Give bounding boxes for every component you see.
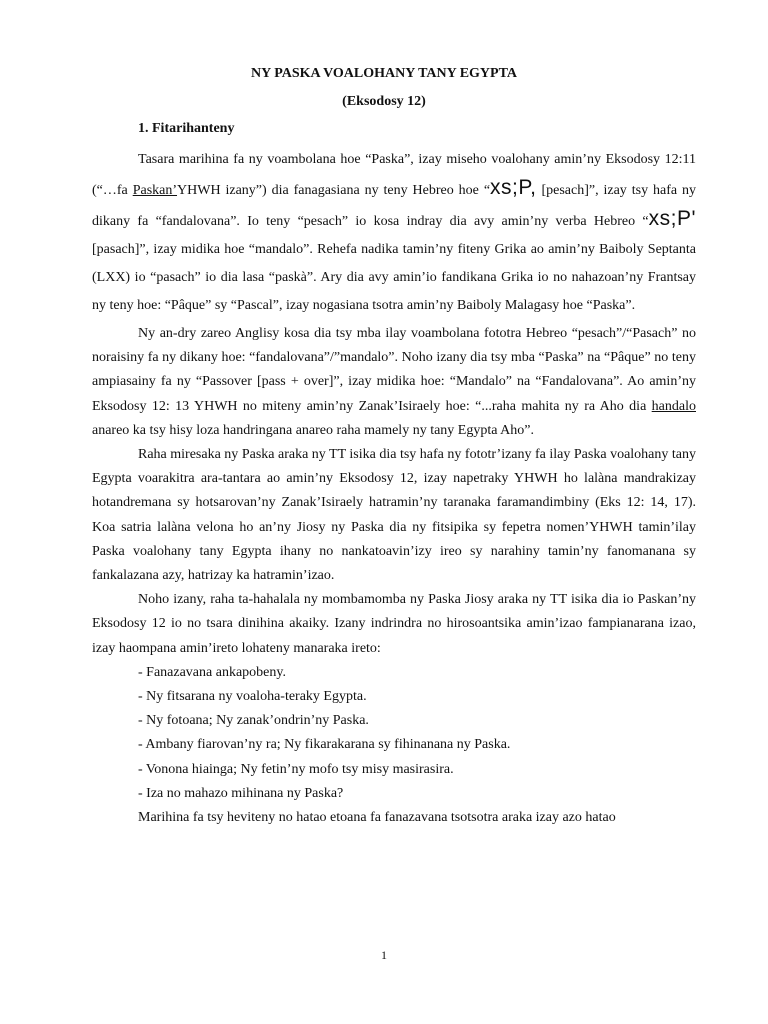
underlined-term-paskan: Paskan’ [132, 183, 178, 198]
list-item: - Iza no mahazo mihinana ny Paska? [138, 785, 344, 801]
list-item: - Ambany fiarovan’ny ra; Ny fikarakarana sy fihinanana ny Paska. [138, 737, 511, 753]
text-run: Ny an-dry zareo Anglisy kosa dia tsy mba ilay voambolana fototra Hebreo “pesach”/“Pasach” no noraisiny fa ny dikany hoe: “fandalovana”/”mandalo”. Noho izany dia tsy mba “Paska” na “Pâque” no teny ampiasainy fa ny “Passover [pass + over]”, izay midika hoe: “Mandalo” na “Fandalovana”. Ao amin’ny Eksodosy 12: 13 YHWH no miteny amin’ny Zanak’Isiraely hoe: “...raha mahita ny ra Aho dia [92, 326, 696, 414]
document-title: NY PASKA VOALOHANY TANY EGYPTA [251, 66, 517, 81]
hebrew-glyph-pesach: xs;P, [490, 176, 537, 199]
document-subtitle: (Eksodosy 12) [342, 94, 426, 109]
paragraph-4: Noho izany, raha ta-hahalala ny mombamomba ny Paska Jiosy araka ny TT isika dia io Paskan’ny Eksodosy 12 io no tsara dinihina akaiky. Izany indrindra no hirosoantsika amin’izao fampianarana izao, izay haompana amin’ireto lohateny manaraka ireto: [92, 592, 696, 656]
text-run: anareo ka tsy hisy loza handringana anareo raha mamely ny tany Egypta Aho”. [92, 422, 535, 438]
paragraph-3: Raha miresaka ny Paska araka ny TT isika dia tsy hafa ny fototr’izany fa ilay Paska voalohany tany Egypta voarakitra ara-tantara ao amin’ny Eksodosy 12, izay napetraky YHWH ho lalàna mandrakizay hotandremana sy hotsarovan’ny Zanak’Isiraely hatramin’ny taranaka faramandimbiny (Eks 12: 14, 17). Koa satria lalàna velona ho an’ny Jiosy ny Paska dia ny fitsipika sy fepetra nomen’YHWH tamin’ilay Paska voalohany tany Egypta ihany no nankatoavin’izy ireo sy narahiny tamin’ny fanomanana sy fankalazana azy, hatrizay ka hatramin’izao. [92, 447, 696, 584]
topic-list [92, 661, 696, 806]
text-run: YHWH izany”) dia fanagasiana ny teny Hebreo hoe “ [177, 183, 491, 198]
text-run: [pesach]”, izay tsy hafa ny dikany fa “fandalovana”. Io teny “pesach” io kosa indray dia avy amin’ny verba Hebreo “ [92, 183, 696, 229]
page-number: 1 [381, 948, 387, 962]
text-run: [pasach]”, izay midika hoe “mandalo”. Rehefa nadika tamin’ny fiteny Grika ao amin’ny Baiboly Septanta (LXX) io “pasach” io dia lasa “paskà”. Ary dia avy amin’io fandikana Grika io no nahazoan’ny Frantsay ny teny hoe: “Pâque” sy “Pascal”, izay nogasiana tsotra amin’ny Baiboly Malagasy hoe “Paska”. [92, 242, 696, 313]
paragraph-2 [92, 322, 696, 443]
list-item: - Vonona hiainga; Ny fetin’ny mofo tsy misy masirasira. [138, 761, 454, 777]
section-heading: 1. Fitarihanteny [138, 121, 235, 136]
text-run: Tasara marihina fa ny voambolana hoe “Paska”, izay miseho voalohany amin’ny Eksodosy 12:11 (“…fa [92, 152, 696, 198]
underlined-term-handalo: handalo [651, 398, 696, 414]
paragraph-1 [92, 146, 696, 320]
document-body [92, 146, 696, 830]
paragraph-5: Marihina fa tsy heviteny no hatao etoana fa fanazavana tsotsotra araka izay azo hatao [138, 810, 616, 826]
list-item: - Fanazavana ankapobeny. [138, 664, 286, 680]
list-item: - Ny fotoana; Ny zanak’ondrin’ny Paska. [138, 713, 369, 729]
list-item: - Ny fitsarana ny voaloha-teraky Egypta. [138, 689, 367, 705]
hebrew-glyph-pasach: xs;P' [648, 207, 696, 230]
